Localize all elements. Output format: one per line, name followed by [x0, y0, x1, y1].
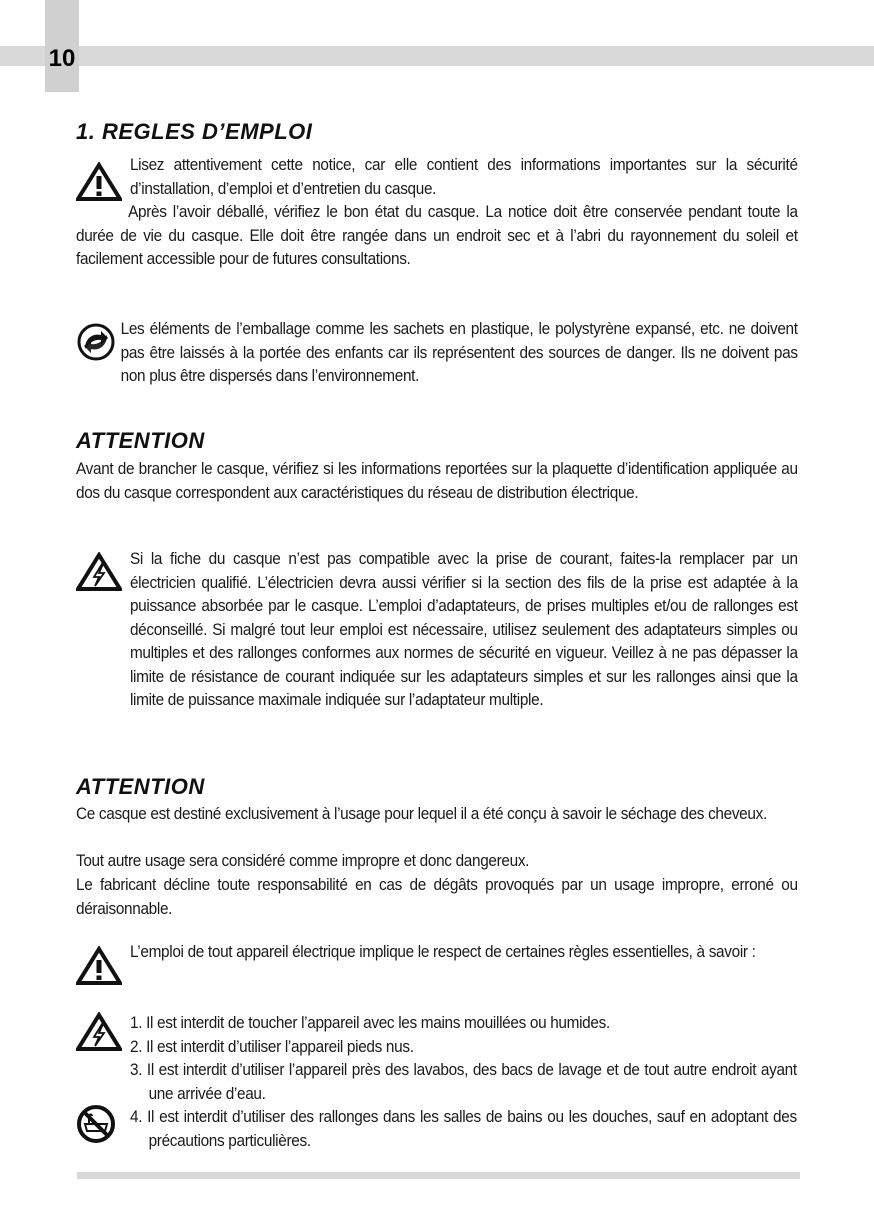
liability-paragraph: Le fabricant décline toute responsabilité en cas de dégâts provoqués par un usage impropre, erroné ou déraisonnable.	[76, 876, 798, 918]
packaging-paragraph: Les éléments de l’emballage comme les sachets en plastique, le polystyrène expansé, etc. ne doivent pas être laissés à la portée des enfants car ils représentent des sources de danger. Ils ne doivent pas non plus être dispersés dans l’environnement.	[120, 320, 798, 385]
unpack-paragraph: Après l’avoir déballé, vérifiez le bon état du casque. La notice doit être conservée pendant toute la durée de vie du casque. Elle doit être rangée dans un endroit sec et à l’abri du rayonnement du soleil et facilement accessible pour de futures consultations.	[76, 203, 798, 268]
list-item: 2. Il est interdit d’utiliser l’appareil pieds nus.	[130, 1037, 414, 1056]
page-number: 10	[48, 45, 76, 72]
intro-paragraph: Lisez attentivement cette notice, car elle contient des informations importantes sur la sécurité d’installation, d’emploi et d’entretien du casque.	[129, 156, 798, 198]
attention-title-1: ATTENTION	[76, 428, 205, 453]
section-title: 1. REGLES D’EMPLOI	[76, 119, 313, 144]
plug-paragraph: Si la fiche du casque n’est pas compatible avec la prise de courant, faites-la remplacer par un électricien qualifié. L’électricien devra aussi vérifier si la section des fils de la prise est adaptée à la puissance absorbée par le casque. L’emploi d’adaptateurs, de prises multiples et/ou de rallonges est déconseillé. Si malgré tout leur emploi est nécessaire, utilisez seulement des adaptateurs simples ou multiples et des rallonges conformes aux normes de sécurité en vigueur. Veillez à ne pas dépasser la limite de résistance de courant indiquée sur les adaptateurs simples et sur les rallonges ainsi que la limite de puissance maximale indiquée sur l’adaptateur multiple.	[129, 550, 798, 709]
header-bar	[0, 46, 874, 66]
attention-title-2: ATTENTION	[76, 774, 205, 799]
list-item: 3. Il est interdit d’utiliser l’appareil près des lavabos, des bacs de lavage et de tout autre endroit ayant une arrivée d’eau.	[130, 1061, 797, 1103]
voltage-paragraph: Avant de brancher le casque, vérifiez si les informations reportées sur la plaquette d’identification appliquée au dos du casque correspondent aux caractéristiques du réseau de distribution électrique.	[76, 460, 798, 502]
rules-paragraph: L’emploi de tout appareil électrique implique le respect de certaines règles essentielles, à savoir :	[129, 943, 756, 961]
footer-bar	[77, 1172, 800, 1179]
list-item: 4. Il est interdit d’utiliser des rallonges dans les salles de bains ou les douches, sauf en adoptant des précautions particulières.	[130, 1108, 797, 1150]
usage-paragraph: Ce casque est destiné exclusivement à l’usage pour lequel il a été conçu à savoir le séchage des cheveux.	[76, 805, 767, 823]
electric-warning-icon	[76, 1012, 122, 1052]
rules-list	[130, 1012, 797, 1153]
improper-paragraph: Tout autre usage sera considéré comme impropre et donc dangereux.	[76, 852, 530, 870]
list-item: 1. Il est interdit de toucher l’appareil avec les mains mouillées ou humides.	[130, 1014, 610, 1032]
no-bath-icon	[76, 1104, 116, 1144]
